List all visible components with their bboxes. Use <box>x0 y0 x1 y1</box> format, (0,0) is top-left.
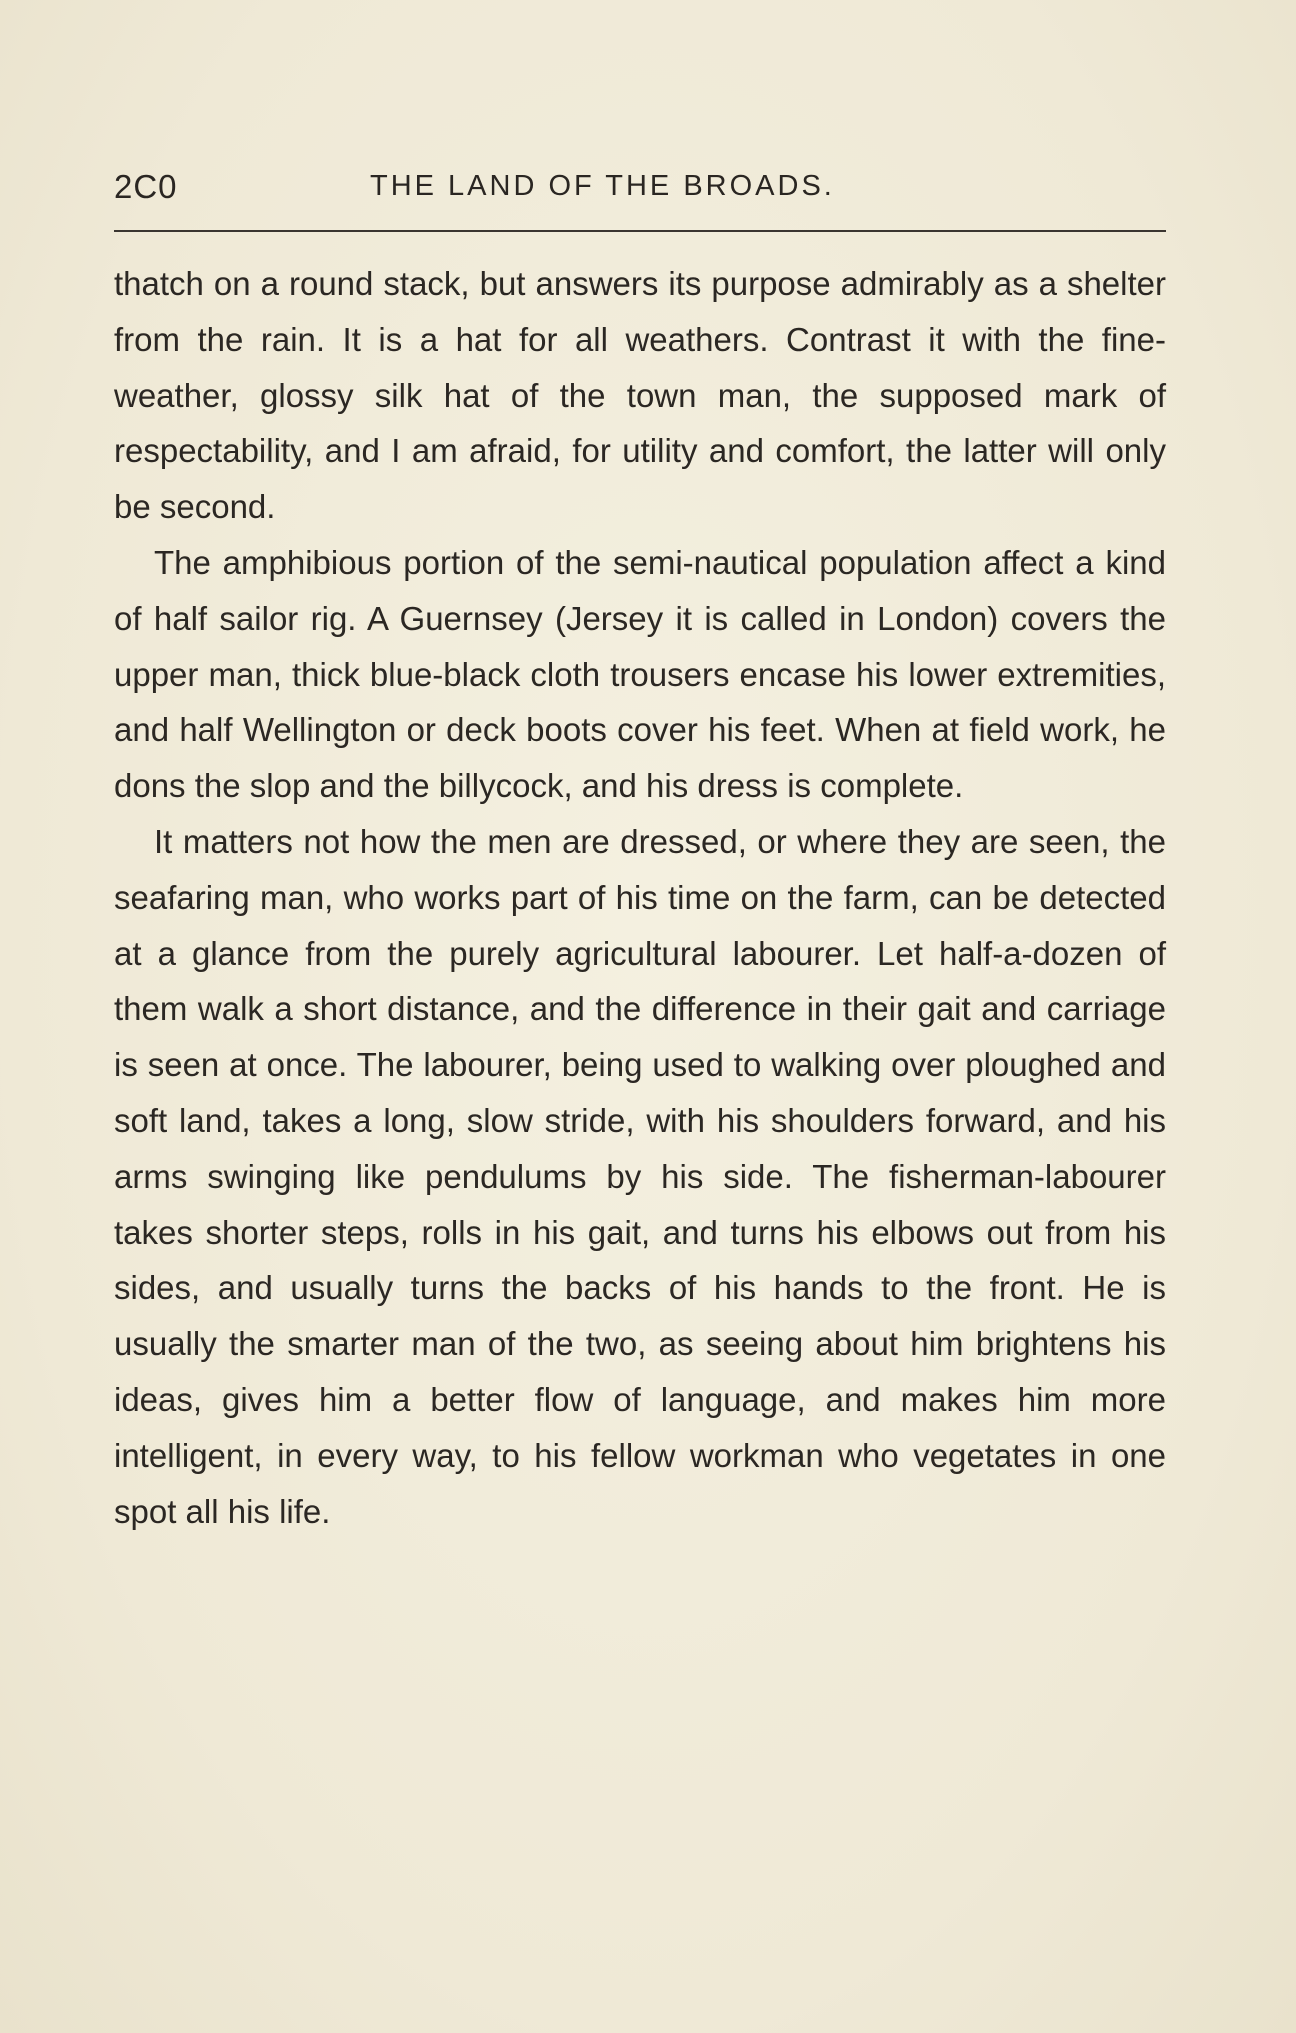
body-text <box>114 256 1166 1539</box>
page-number: 2C0 <box>114 168 178 205</box>
header-rule <box>114 230 1166 232</box>
running-title: THE LAND OF THE BROADS. <box>370 170 835 202</box>
page-header <box>114 168 1166 218</box>
paragraph-dress: The amphibious portion of the semi-nautical population affect a kind of half sailor rig. A Guernsey (Jersey it is called in London) covers the upper man, thick blue-black cloth trousers encase his lower extremities, and half Wellington or deck boots cover his feet. When at field work, he dons the slop and the billycock, and his dress is complete. <box>114 543 1166 805</box>
paragraph-gait: It matters not how the men are dressed, or where they are seen, the seafaring man, who works part of his time on the farm, can be detected at a glance from the purely agricultural labourer. Let half-a-dozen of them walk a short distance, and the difference in their gait and carriage is seen at once. The labourer, being used to walking over ploughed and soft land, takes a long, slow stride, with his shoulders forward, and his arms swinging like pendulums by his side. The fisherman-labourer takes shorter steps, rolls in his gait, and turns his elbows out from his sides, and usually turns the backs of his hands to the front. He is usually the smarter man of the two, as seeing about him brightens his ideas, gives him a better flow of language, and makes him more intelligent, in every way, to his fellow workman who vegetates in one spot all his life. <box>114 822 1166 1530</box>
paragraph-continuation: thatch on a round stack, but answers its purpose admirably as a shelter from the rain. It is a hat for all weathers. Contrast it with the fine-weather, glossy silk hat of the town man, the supposed mark of respectability, and I am afraid, for utility and comfort, the latter will only be second. <box>114 265 1166 526</box>
